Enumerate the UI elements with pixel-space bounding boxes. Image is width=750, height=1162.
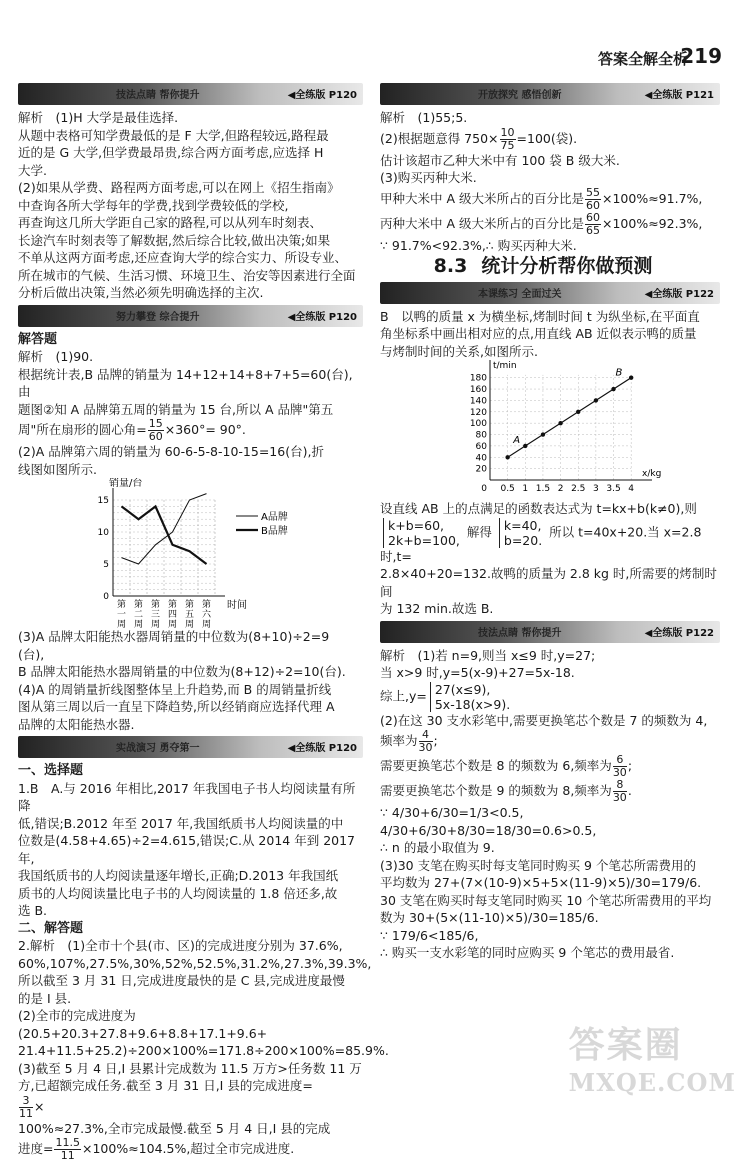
header-title: 答案全解全析 bbox=[597, 50, 688, 68]
point-label-a: A bbox=[513, 434, 521, 446]
text-line: 低,错误;B.2012 年至 2017 年,我国纸质书人均阅读量的中 bbox=[18, 815, 344, 831]
x-tick-label: 第 bbox=[167, 600, 178, 610]
y-tick-label: 40 bbox=[475, 453, 487, 464]
y-tick-label: 10 bbox=[97, 528, 109, 538]
x-tick-label: 周 bbox=[133, 620, 144, 628]
y-axis-label: t/min bbox=[493, 361, 517, 371]
text-line: (2)在这 30 支水彩笔中,需要更换笔芯个数是 7 的频数为 4, bbox=[380, 712, 708, 728]
text-line: 需要更换笔芯个数是 9 的频数为 8,频率为 $\frac{8}{30}$ . bbox=[380, 778, 632, 804]
fraction: $\frac{3}{11}$ bbox=[19, 1093, 33, 1120]
text-line: 2.8×40+20=132.故鸭的质量为 2.8 kg 时,所需要的烤制时间 bbox=[380, 566, 717, 599]
x-axis-label: 时间 bbox=[227, 600, 247, 611]
sub-heading: 二、解答题 bbox=[18, 920, 84, 936]
text-line: 进度= $\frac{11.5}{11}$ ×100%≈104.5%,超过全市完成进度. bbox=[18, 1136, 295, 1162]
x-tick-label: 四 bbox=[167, 610, 178, 620]
y-tick-label: 140 bbox=[469, 396, 487, 407]
text-line: 中查询各所大学每年的学费,找到学费较低的学校, bbox=[18, 197, 289, 213]
sales-line-chart bbox=[18, 478, 363, 628]
text-line: 线图如图所示. bbox=[18, 461, 97, 477]
y-tick-label: 180 bbox=[469, 373, 487, 384]
text-line: 所在城市的气候、生活习惯、环境卫生、治安等因素进行全面 bbox=[18, 267, 356, 283]
text-line: 再查询这几所大学距自己家的路程,可以从列车时刻表、 bbox=[18, 215, 322, 230]
text-line: 解析 (1)若 n=9,则当 x≤9 时,y=27; bbox=[380, 647, 596, 663]
banner-ref: ◀全练版 P121 bbox=[644, 90, 714, 101]
x-tick-label: 五 bbox=[184, 610, 195, 620]
banner-ref: ◀全练版 P122 bbox=[644, 627, 714, 639]
text-line: 图从第三周以后一直呈下降趋势,所以经销商应选择代理 A bbox=[18, 699, 335, 714]
x-tick-label: 周 bbox=[150, 620, 161, 628]
data-point bbox=[629, 375, 633, 379]
text-line: 估计该超市乙种大米中有 100 袋 B 级大米. bbox=[380, 152, 620, 168]
y-tick-label: 160 bbox=[469, 385, 487, 396]
text-line: 甲种大米中 A 级大米所占的百分比是 $\frac{55}{60}$ ×100%≈91.7%, bbox=[380, 185, 703, 212]
page-number: 219 bbox=[680, 44, 722, 68]
fraction: $\frac{8}{30}$ bbox=[612, 778, 627, 804]
text-line: 综上,y= 27(x≤9), 5x-18(x>9). bbox=[380, 681, 511, 712]
text-line: 根据统计表,B 品牌的销量为 14+12+14+8+7+5=60(台),由 bbox=[18, 366, 353, 399]
text-line: 数为 30+(5×(11-10)×5)/30=185/6. bbox=[380, 910, 599, 925]
text-line: 周"所在扇形的圆心角= $\frac{15}{60}$ ×360°= 90°. bbox=[18, 417, 246, 443]
page-header bbox=[0, 0, 750, 80]
text-line: ∵ 4/30+6/30=1/3<0.5, 4/30+6/30+8/30=18/30=0.6>0.5, bbox=[380, 805, 597, 838]
y-axis-label: 销量/台 bbox=[109, 478, 143, 489]
y-tick-label: 5 bbox=[103, 560, 109, 570]
text-line: (3)30 支笔在购买时每支笔同时购买 9 个笔芯所需费用的 bbox=[380, 857, 696, 873]
data-point bbox=[505, 455, 509, 459]
text-line: k+b=60, 2k+b=100, 解得 k=40, b=20. 所以 t=40x+20.当 x=2.8 时,t= bbox=[380, 517, 702, 564]
answer-block bbox=[380, 500, 720, 518]
section-banner bbox=[380, 83, 720, 105]
x-tick-label: 一 bbox=[116, 610, 127, 620]
x-tick-label: 4 bbox=[628, 484, 635, 494]
text-line: 为 132 min.故选 B. bbox=[380, 601, 494, 616]
text-line: 品牌的太阳能热水器. bbox=[18, 716, 135, 732]
text-line: 100%≈27.3%,全市完成最慢.截至 5 月 4 日,I 县的完成 bbox=[18, 1120, 331, 1136]
fraction: $\frac{6}{30}$ bbox=[612, 753, 627, 779]
y-tick-label: 60 bbox=[475, 441, 487, 452]
fraction: $\frac{10}{75}$ bbox=[500, 125, 515, 152]
x-tick-label: 第 bbox=[133, 600, 144, 610]
section-banner bbox=[18, 305, 363, 327]
text-line: 解析 (1)H 大学是最佳选择. bbox=[18, 110, 179, 125]
watermark-logo: 答案圈 MXQE.COM bbox=[568, 1024, 736, 1097]
y-tick-label: 120 bbox=[469, 407, 487, 418]
text-line: 解析 (1)55;5. bbox=[380, 110, 468, 125]
text-line: (台), bbox=[18, 646, 45, 662]
banner-ref: ◀全练版 P120 bbox=[287, 90, 357, 101]
sales-chart-svg bbox=[18, 478, 363, 628]
x-tick-label: 3.5 bbox=[606, 484, 621, 494]
text-line: ∴ n 的最小取值为 9. bbox=[380, 840, 495, 855]
banner-ref: ◀全练版 P120 bbox=[287, 311, 357, 323]
x-tick-label: 周 bbox=[116, 620, 127, 628]
text-line: (2)如果从学费、路程两方面考虑,可以在网上《招生指南》 bbox=[18, 180, 340, 195]
sub-heading: 一、选择题 bbox=[18, 763, 84, 778]
x-tick-label: 第 bbox=[116, 600, 127, 610]
answer-block bbox=[18, 443, 363, 478]
section-banner bbox=[18, 736, 363, 758]
text-line: 丙种大米中 A 级大米所占的百分比是 $\frac{60}{65}$ ×100%≈92.3%, bbox=[380, 210, 703, 237]
y-tick-label: 15 bbox=[97, 496, 109, 506]
banner-ref: ◀全练版 P120 bbox=[287, 743, 357, 754]
text-line: 周"所在扇形的圆心角= bbox=[18, 422, 147, 437]
fraction: $\frac{55}{60}$ bbox=[586, 185, 600, 212]
text-line: 平均数为 27+(7×(10-9)×5+5×(11-9)×5)/30=179/6. bbox=[380, 875, 702, 890]
answer-block bbox=[380, 308, 720, 361]
x-axis-label: x/kg bbox=[642, 469, 662, 479]
text-line: 2.解析 (1)全市十个县(市、区)的完成进度分别为 37.6%, bbox=[18, 938, 343, 953]
x-tick-label: 2 bbox=[557, 484, 564, 494]
answer-block bbox=[18, 348, 363, 418]
equation-system: k+b=60, 2k+b=100, bbox=[383, 518, 460, 548]
text-line: 分析后做出决策,当然必须先明确选择的主次. bbox=[18, 285, 264, 300]
answer-block bbox=[380, 109, 720, 127]
text-line: 所以截至 3 月 31 日,完成进度最快的是 C 县,完成进度最慢 bbox=[18, 973, 345, 988]
data-point bbox=[523, 444, 527, 448]
text-line: 位数是(4.58+4.65)÷2=4.615,错误;C.从 2014 年到 2017 年, bbox=[18, 833, 356, 866]
y-tick-label: 80 bbox=[475, 430, 487, 441]
text-line: (3)截至 5 月 4 日,I 县累计完成数为 11.5 万方>任务数 11 万 bbox=[18, 1060, 362, 1076]
text-line: 我国纸质书的人均阅读量逐年增长,正确;D.2013 年我国纸 bbox=[18, 868, 339, 883]
duck-chart-svg bbox=[380, 360, 720, 500]
text-line: ∴ 购买一支水彩笔的同时应购买 9 个笔芯的费用最省. bbox=[380, 945, 675, 960]
answer-block bbox=[18, 937, 389, 1095]
text-line: 质书的人均阅读量比电子书的人均阅读量的 1.8 倍还多,故 bbox=[18, 885, 338, 901]
fraction: $\frac{11.5}{11}$ bbox=[55, 1136, 80, 1162]
data-point bbox=[611, 387, 615, 391]
x-tick-label: 第 bbox=[201, 600, 212, 610]
x-tick-label: 2.5 bbox=[571, 484, 586, 494]
section-number: 8.3 bbox=[433, 255, 468, 277]
text-line: 1.B A.与 2016 年相比,2017 年我国电子书人均阅读量有所降 bbox=[18, 780, 356, 813]
text-line: ∵ 91.7%<92.3%,∴ 购买丙种大米. bbox=[380, 237, 577, 253]
text-line: 设直线 AB 上的点满足的函数表达式为 t=kx+b(k≠0),则 bbox=[380, 501, 697, 516]
x-tick-label: 二 bbox=[133, 610, 144, 620]
text-line: 长途汽车时刻表等了解数据,然后综合比较,做出决策;如果 bbox=[18, 232, 331, 248]
x-tick-label: 第 bbox=[150, 600, 161, 610]
answer-block bbox=[380, 565, 720, 618]
answer-block bbox=[18, 628, 363, 733]
x-tick-label: 周 bbox=[201, 620, 212, 628]
text-line: 解析 (1)90. bbox=[18, 349, 94, 364]
origin-label: 0 bbox=[481, 484, 487, 494]
x-tick-label: 周 bbox=[167, 620, 178, 628]
text-line: 的是 I 县. bbox=[18, 990, 72, 1006]
x-tick-label: 三 bbox=[150, 610, 161, 620]
text-line: 与烤制时间的关系,如图所示. bbox=[380, 343, 538, 359]
text-line: B 品牌太阳能热水器周销量的中位数为(8+12)÷2=10(台). bbox=[18, 664, 346, 679]
text-line: 选 B. bbox=[18, 903, 48, 918]
right-column bbox=[380, 80, 720, 962]
text-line: (3)A 品牌太阳能热水器周销量的中位数为(8+10)÷2=9 bbox=[18, 629, 330, 644]
banner-label: 本课练习 全面过关 bbox=[478, 288, 562, 300]
fraction: $\frac{4}{30}$ bbox=[418, 728, 433, 754]
section-name: 统计分析帮你做预测 bbox=[481, 255, 653, 277]
section-banner bbox=[380, 621, 720, 643]
equation-system: k=40, b=20. bbox=[499, 518, 542, 548]
x-tick-label: 0.5 bbox=[500, 484, 515, 494]
text-line: 近的是 G 大学,但学费最昂贵,综合两方面考虑,应选择 H bbox=[18, 145, 324, 160]
section-banner bbox=[18, 83, 363, 105]
banner-label: 技法点睛 帮你提升 bbox=[116, 90, 200, 101]
left-column bbox=[18, 80, 389, 1162]
section-banner bbox=[380, 282, 720, 304]
banner-ref: ◀全练版 P122 bbox=[644, 288, 714, 300]
text-line: $\frac{3}{11}$ × bbox=[19, 1093, 45, 1120]
text-line: 需要更换笔芯个数是 8 的频数为 6,频率为 $\frac{6}{30}$ ; bbox=[380, 753, 633, 779]
text-line: B 以鸭的质量 x 为横坐标,烤制时间 t 为纵坐标,在平面直 bbox=[380, 308, 700, 324]
x-tick-label: 第 bbox=[184, 600, 195, 610]
text-line: 方,已超额完成任务.截至 3 月 31 日,I 县的完成进度= bbox=[18, 1078, 313, 1093]
text-line: (3)购买丙种大米. bbox=[380, 170, 477, 185]
x-tick-label: 六 bbox=[201, 610, 212, 620]
fraction: $\frac{60}{65}$ bbox=[586, 210, 600, 237]
banner-label: 开放探究 感悟创新 bbox=[478, 90, 562, 101]
data-point bbox=[558, 421, 562, 425]
text-line: (2)根据题意得 750× $\frac{10}{75}$ =100(袋). bbox=[380, 125, 578, 152]
series-line-b bbox=[122, 506, 207, 564]
answer-block bbox=[18, 780, 363, 920]
text-line: 不单从这两方面考虑,还应查询大学的综合实力、所设专业、 bbox=[18, 250, 347, 265]
legend-label: B品牌 bbox=[261, 526, 288, 537]
text-line: 大学. bbox=[18, 162, 47, 178]
legend-label: A品牌 bbox=[261, 512, 288, 523]
text-line: 从题中表格可知学费最低的是 F 大学,但路程较远,路程最 bbox=[18, 127, 329, 143]
text-line: 30 支笔在购买时每支笔同时购买 10 个笔芯所需费用的平均 bbox=[380, 892, 712, 908]
text-line: 频率为 $\frac{4}{30}$ ; bbox=[380, 728, 438, 754]
banner-label: 实战演习 勇夺第一 bbox=[116, 743, 200, 754]
text-line: (4)A 的周销量折线图整体呈上升趋势,而 B 的周销量折线 bbox=[18, 681, 332, 697]
piecewise-function: 27(x≤9), 5x-18(x>9). bbox=[430, 682, 510, 712]
text-line: ∵ 179/6<185/6, bbox=[380, 927, 479, 943]
text-line: 60%,107%,27.5%,30%,52%,52.5%,31.2%,27.3%,39.3%, bbox=[18, 955, 372, 971]
x-tick-label: 1.5 bbox=[535, 484, 551, 494]
x-tick-label: 1 bbox=[522, 484, 529, 494]
text-line: 当 x>9 时,y=5(x-9)+27=5x-18. bbox=[380, 665, 575, 680]
y-tick-label: 20 bbox=[475, 464, 487, 475]
x-tick-label: 周 bbox=[184, 620, 195, 628]
data-point bbox=[576, 410, 580, 414]
text-line: 题图②知 A 品牌第五周的销量为 15 台,所以 A 品牌"第五 bbox=[18, 401, 334, 417]
text-line: 21.4+11.5+25.2)÷200×100%=171.8÷200×100%=85.9%. bbox=[18, 1043, 389, 1058]
section-title bbox=[380, 255, 720, 277]
answer-block bbox=[18, 109, 363, 302]
text-line: (2)A 品牌第六周的销量为 60-6-5-8-10-15=16(台),折 bbox=[18, 444, 324, 459]
fraction: $\frac{15}{60}$ bbox=[148, 417, 163, 443]
banner-label: 技法点睛 帮你提升 bbox=[478, 627, 562, 639]
point-label-b: B bbox=[615, 367, 623, 379]
duck-roast-chart bbox=[380, 360, 720, 500]
y-tick-label: 0 bbox=[103, 592, 109, 602]
data-point bbox=[594, 398, 598, 402]
data-point bbox=[541, 432, 545, 436]
answer-block bbox=[380, 647, 720, 682]
banner-label: 努力攀登 综合提升 bbox=[116, 311, 200, 323]
y-tick-label: 100 bbox=[469, 419, 487, 430]
x-tick-label: 3 bbox=[593, 484, 599, 494]
sub-heading: 解答题 bbox=[18, 331, 58, 347]
text-line: 角坐标系中画出相对应的点,用直线 AB 近似表示鸭的质量 bbox=[380, 326, 697, 341]
text-line: (2)全市的完成进度为(20.5+20.3+27.8+9.6+8.8+17.1+9.6+ bbox=[18, 1008, 268, 1041]
